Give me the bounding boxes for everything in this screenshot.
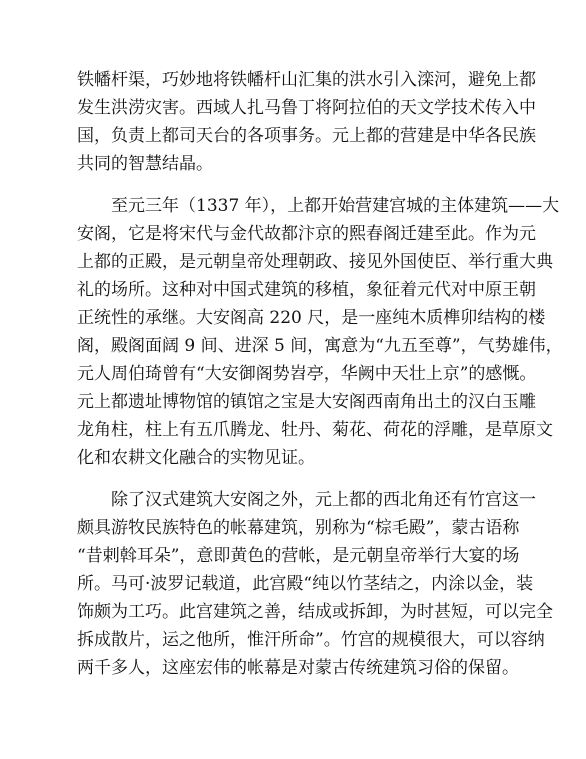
text-line: 除了汉式建筑大安阁之外，元上都的西北角还有竹宫这一	[111, 490, 536, 510]
text-line: 颇具游牧民族特色的帐幕建筑，别称为“棕毛殿”，蒙古语称	[77, 518, 520, 538]
text-line: 拆成散片，运之他所，惟汗所命”。竹宫的规模很大，可以容纳	[77, 630, 545, 650]
text-line: 国，负责上都司天台的各项事务。元上都的营建是中华各民族	[77, 126, 536, 146]
body-text	[77, 66, 563, 696]
text-line: 上都的正殿，是元朝皇帝处理朝政、接见外国使臣、举行重大典	[77, 252, 553, 272]
text-line: “昔剌斡耳朵”，意即黄色的营帐，是元朝皇帝举行大宴的场	[77, 546, 520, 566]
text-line: 正统性的承继。大安阁高 220 尺，是一座纯木质榫卯结构的楼	[77, 308, 546, 328]
text-line: 所。马可·波罗记载道，此宫殿“纯以竹茎结之，内涂以金，装	[77, 574, 534, 594]
text-line: 铁幡杆渠，巧妙地将铁幡杆山汇集的洪水引入滦河，避免上都	[77, 70, 536, 90]
text-line: 元上都遗址博物馆的镇馆之宝是大安阁西南角出土的汉白玉雕	[77, 392, 536, 412]
text-line: 共同的智慧结晶。	[77, 154, 213, 174]
paragraph-1	[77, 66, 536, 178]
text-line: 化和农耕文化融合的实物见证。	[77, 448, 315, 468]
paragraph-3	[77, 486, 553, 682]
text-line: 元人周伯琦曾有“大安御阁势岧亭，华阙中天壮上京”的感慨。	[77, 364, 537, 384]
text-line: 发生洪涝灾害。西域人扎马鲁丁将阿拉伯的天文学技术传入中	[77, 98, 536, 118]
text-line: 阁，殿阁面阔 9 间、进深 5 间，寓意为“九五至尊”，气势雄伟，	[77, 336, 563, 356]
text-line: 饰颇为工巧。此宫建筑之善，结成或拆卸，为时甚短，可以完全	[77, 602, 553, 622]
text-line: 龙角柱，柱上有五爪腾龙、牡丹、菊花、荷花的浮雕，是草原文	[77, 420, 553, 440]
text-line: 两千多人，这座宏伟的帐幕是对蒙古传统建筑习俗的保留。	[77, 658, 519, 678]
text-line: 安阁，它是将宋代与金代故都汴京的熙春阁迁建至此。作为元	[77, 224, 536, 244]
text-line: 礼的场所。这种对中国式建筑的移植，象征着元代对中原王朝	[77, 280, 536, 300]
paragraph-2	[77, 192, 563, 472]
text-line: 至元三年（1337 年），上都开始营建宫城的主体建筑——大	[111, 196, 560, 216]
